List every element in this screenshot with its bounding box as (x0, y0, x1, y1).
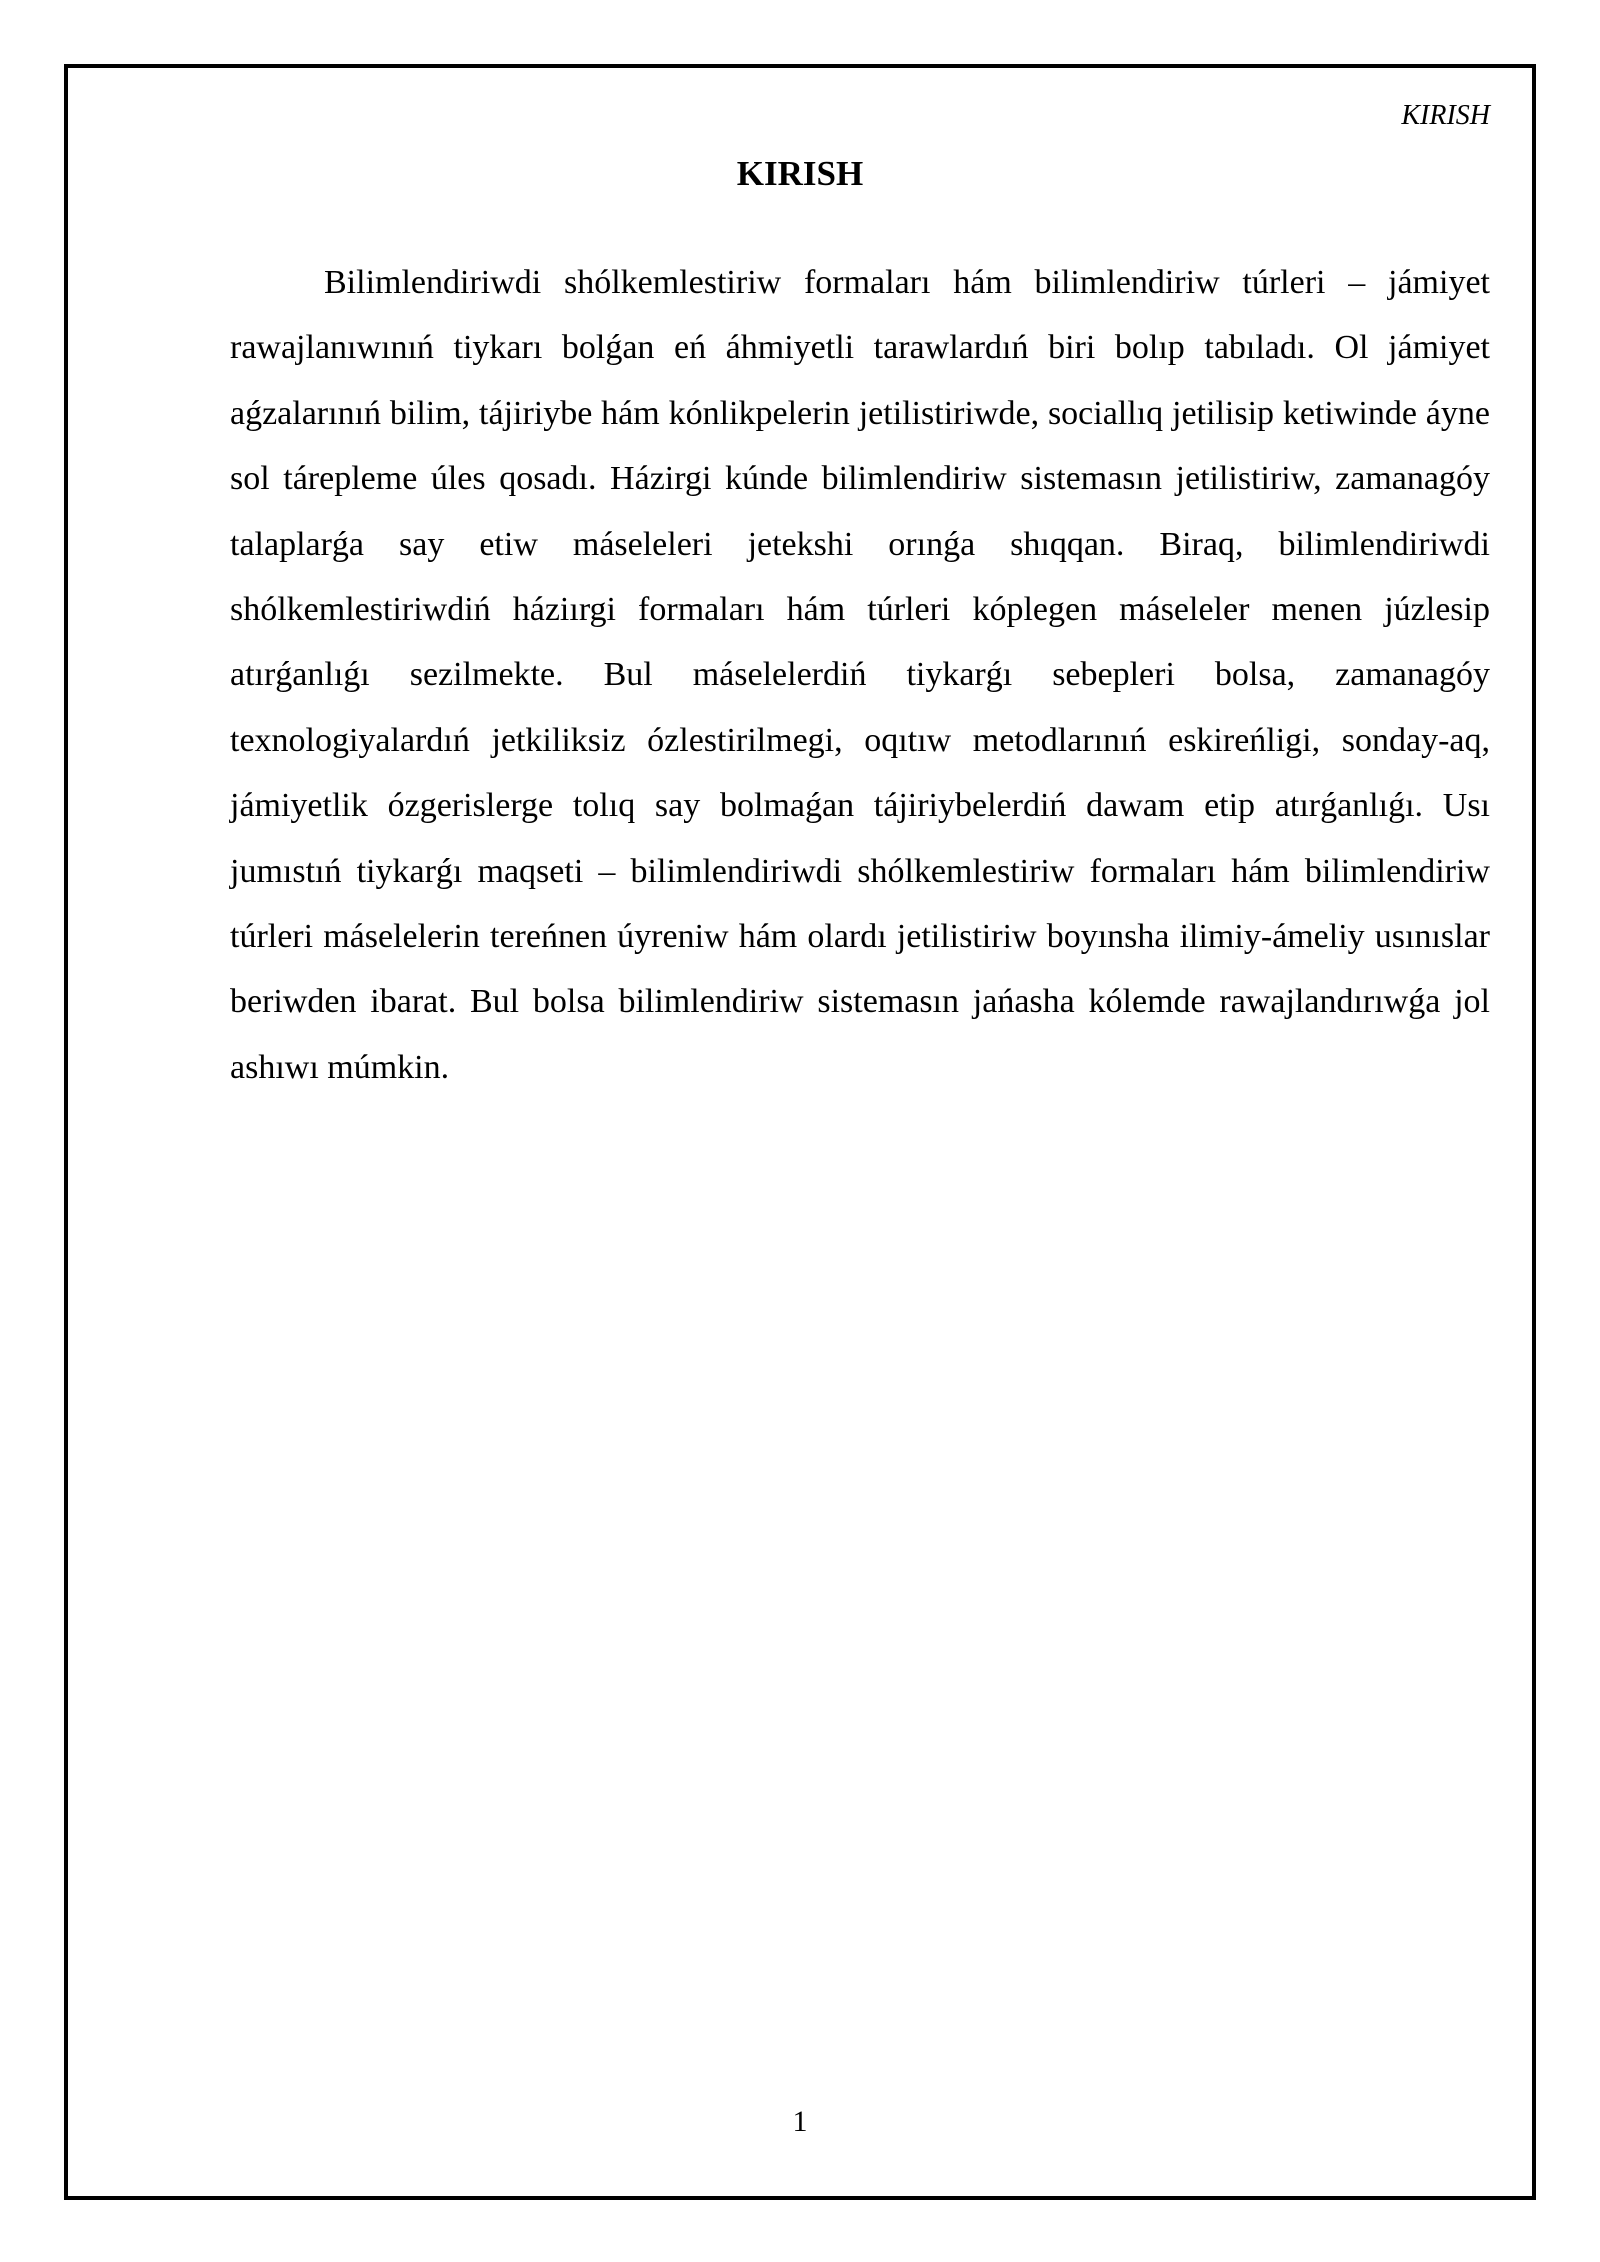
body-paragraph: Bilimlendiriwdi shólkemlestiriw formaları hám bilimlendiriw túrleri – jámiyet rawajlanıwınıń tiykarı bolǵan eń áhmiyetli tarawlardıń biri bolıp tabıladı. Ol jámiyet aǵzalarınıń bilim, tájiriybe hám kónlikpelerin jetilistiriwde, sociallıq jetilisip ketiwinde áyne sol tárepleme úles qosadı. Házirgi kúnde bilimlendiriw sistemasın jetilistiriw, zamanagóy talaplarǵa say etiw máseleleri jetekshi orınǵa shıqqan. Biraq, bilimlendiriwdi shólkemlestiriwdiń háziırgi formaları hám túrleri kóplegen máseleler menen júzlesip atırǵanlıǵı sezilmekte. Bul máselelerdiń tiykarǵı sebepleri bolsa, zamanagóy texnologiyalardıń jetkiliksiz ózlestirilmegi, oqıtıw metodlarınıń eskireńligi, sonday-aq, jámiyetlik ózgerislerge tolıq say bolmaǵan tájiriybelerdiń dawam etip atırǵanlıǵı. Usı jumıstıń tiykarǵı maqseti – bilimlendiriwdi shólkemlestiriw formaları hám bilimlendiriw túrleri máselelerin tereńnen úyreniw hám olardı jetilistiriw boyınsha ilimiy-ámeliy usınıslar beriwden ibarat. Bul bolsa bilimlendiriw sistemasın jańasha kólemde rawajlandırıwǵa jol ashıwı múmkin. (230, 264, 1490, 1086)
page-title: KIRISH (736, 154, 864, 193)
page-number: 1 (792, 2105, 808, 2138)
running-header: KIRISH (1401, 100, 1490, 131)
